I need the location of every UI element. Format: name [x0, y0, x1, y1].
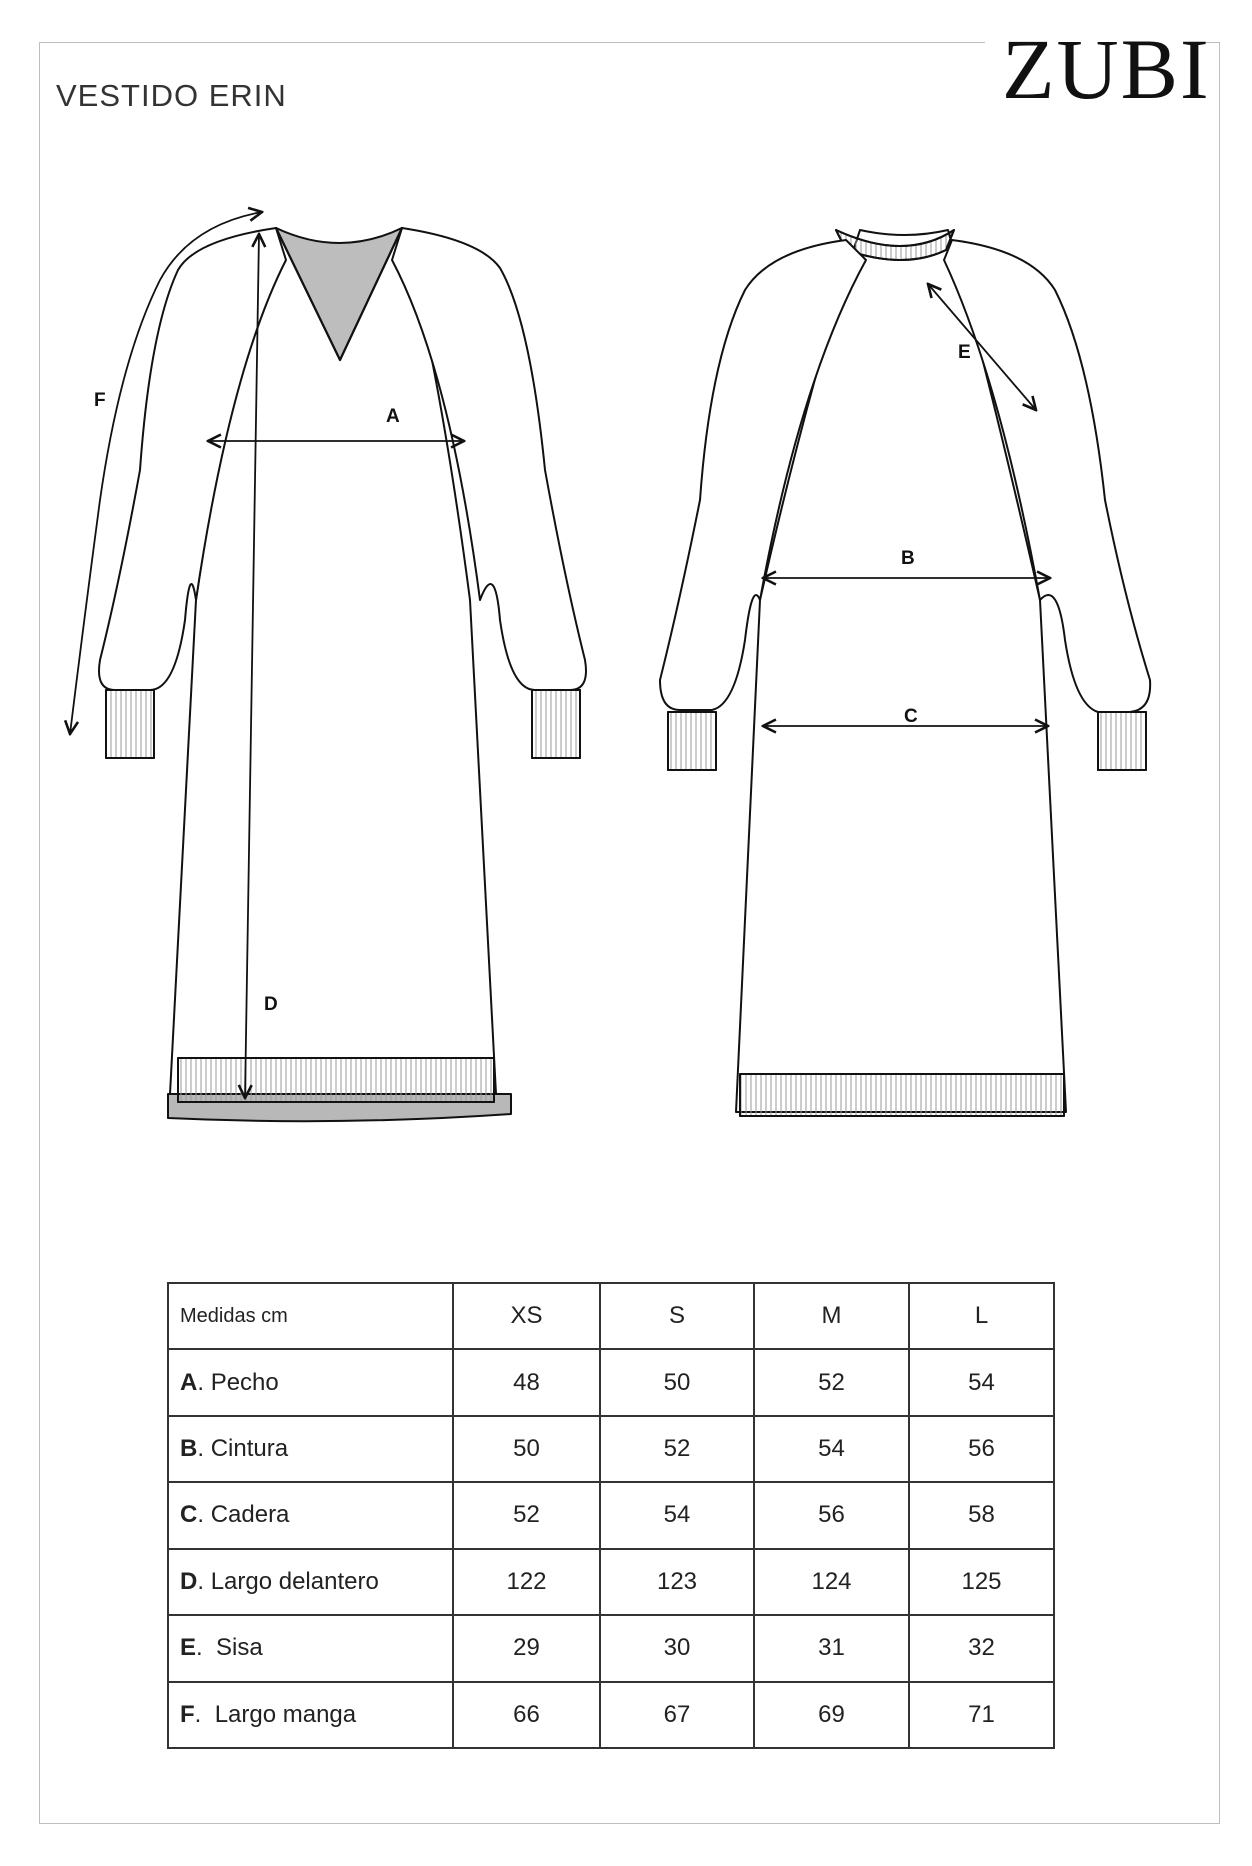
- measure-value: 48: [453, 1349, 600, 1415]
- table-row: [168, 1482, 1054, 1548]
- measure-value: 69: [754, 1682, 909, 1748]
- front-left-cuff: [106, 690, 154, 758]
- label-c: C: [904, 706, 918, 727]
- measure-value: 32: [909, 1615, 1054, 1681]
- back-hem-rib: [740, 1074, 1064, 1116]
- measure-code: F: [180, 1700, 195, 1728]
- back-view: [660, 230, 1150, 1116]
- measure-separator: .: [197, 1567, 211, 1595]
- measure-code: C: [180, 1501, 198, 1529]
- table-row: [168, 1615, 1054, 1681]
- measure-code: A: [180, 1368, 198, 1396]
- label-b: B: [901, 548, 915, 569]
- measure-name: Pecho: [210, 1368, 279, 1396]
- measure-value: 30: [600, 1615, 754, 1681]
- measure-label: [168, 1682, 453, 1748]
- product-title: VESTIDO ERIN: [56, 78, 287, 113]
- back-right-cuff: [1098, 712, 1146, 770]
- measure-label: [168, 1615, 453, 1681]
- measure-code: E: [180, 1634, 197, 1662]
- table-row: [168, 1682, 1054, 1748]
- measure-value: 67: [600, 1682, 754, 1748]
- measure-label: [168, 1482, 453, 1548]
- measure-code: D: [180, 1567, 198, 1595]
- size-header: L: [909, 1283, 1054, 1349]
- measure-value: 58: [909, 1482, 1054, 1548]
- measure-separator: .: [197, 1501, 211, 1529]
- measure-value: 122: [453, 1549, 600, 1615]
- back-left-cuff: [668, 712, 716, 770]
- size-chart-table: [167, 1282, 1055, 1749]
- measure-value: 52: [453, 1482, 600, 1548]
- measure-value: 52: [754, 1349, 909, 1415]
- table-row: [168, 1549, 1054, 1615]
- measure-name: Sisa: [216, 1634, 263, 1662]
- measure-value: 29: [453, 1615, 600, 1681]
- measure-value: 71: [909, 1682, 1054, 1748]
- measure-value: 52: [600, 1416, 754, 1482]
- header-label: Medidas cm: [168, 1283, 453, 1349]
- measure-value: 56: [754, 1482, 909, 1548]
- measure-code: B: [180, 1435, 198, 1463]
- measure-value: 125: [909, 1549, 1054, 1615]
- measure-separator: .: [194, 1700, 215, 1728]
- measure-value: 50: [453, 1416, 600, 1482]
- label-a: A: [386, 406, 400, 427]
- measure-name: Largo delantero: [210, 1567, 379, 1595]
- size-header: XS: [453, 1283, 600, 1349]
- table-row: [168, 1416, 1054, 1482]
- measure-value: 123: [600, 1549, 754, 1615]
- measure-name: Largo manga: [214, 1700, 357, 1728]
- label-f: F: [94, 390, 106, 411]
- measure-name: Cintura: [210, 1435, 289, 1463]
- measure-value: 54: [909, 1349, 1054, 1415]
- measure-value: 50: [600, 1349, 754, 1415]
- size-header: S: [600, 1283, 754, 1349]
- measure-label: [168, 1416, 453, 1482]
- measure-value: 54: [754, 1416, 909, 1482]
- measure-value: 124: [754, 1549, 909, 1615]
- label-e: E: [958, 342, 971, 363]
- front-hem-rib: [178, 1058, 494, 1102]
- measure-value: 66: [453, 1682, 600, 1748]
- measure-value: 56: [909, 1416, 1054, 1482]
- front-view: [99, 228, 586, 1121]
- measure-separator: .: [197, 1368, 211, 1396]
- front-right-cuff: [532, 690, 580, 758]
- brand-logo: ZUBI: [1002, 21, 1211, 117]
- measure-label: [168, 1349, 453, 1415]
- table-row: [168, 1349, 1054, 1415]
- measure-label: [168, 1549, 453, 1615]
- size-header: M: [754, 1283, 909, 1349]
- measure-separator: .: [196, 1634, 217, 1662]
- table-header-row: [168, 1283, 1054, 1349]
- measure-value: 31: [754, 1615, 909, 1681]
- measure-separator: .: [197, 1435, 211, 1463]
- measure-value: 54: [600, 1482, 754, 1548]
- measure-name: Cadera: [210, 1501, 290, 1529]
- label-d: D: [264, 994, 278, 1015]
